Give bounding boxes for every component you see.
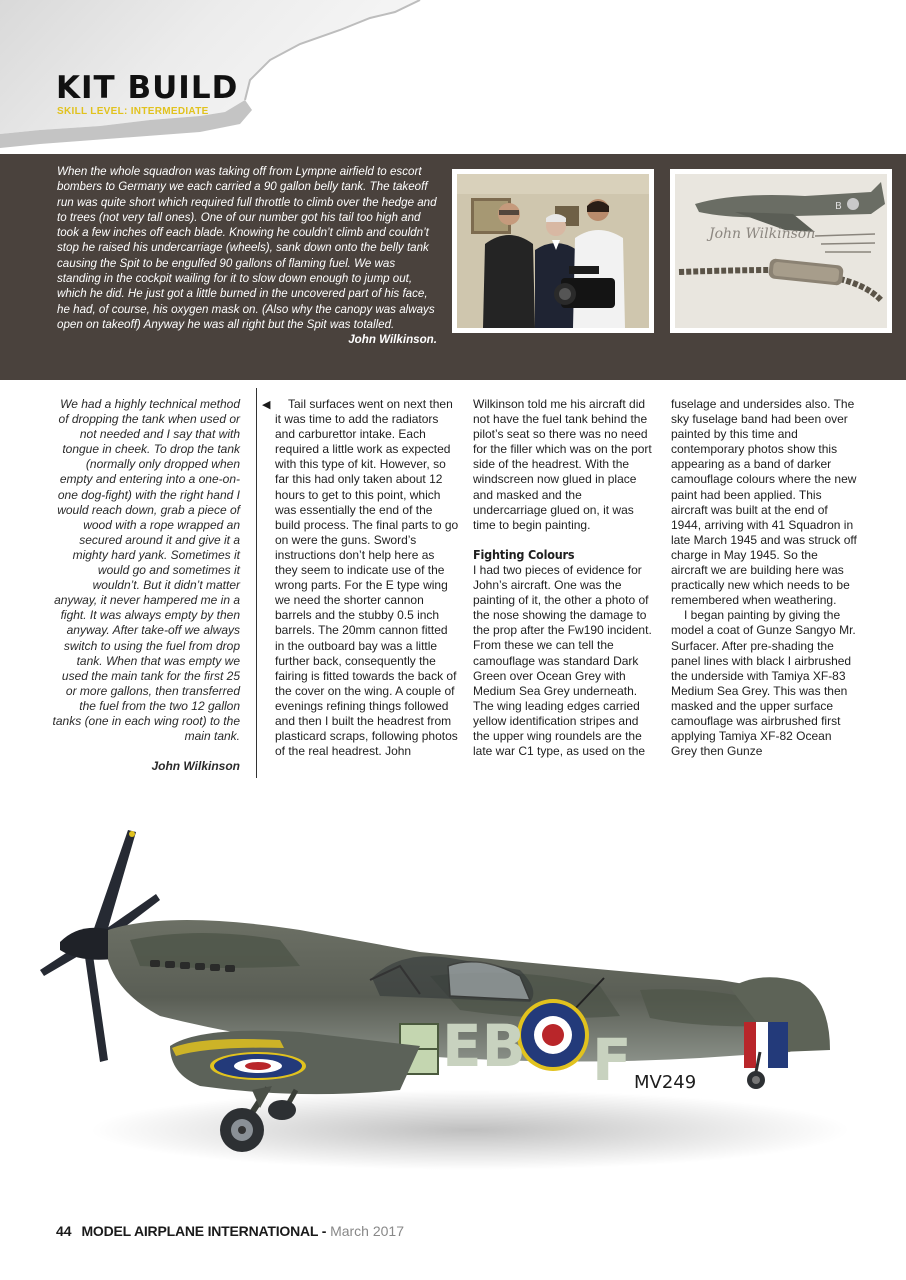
spitfire-model-photo [0, 790, 906, 1220]
painting-signature: John Wilkinson [709, 226, 816, 242]
section-title: KIT BUILD [56, 70, 239, 106]
article-column-2 [473, 397, 655, 759]
column-divider [256, 388, 257, 778]
arrow-marker-icon: ◀ [262, 399, 271, 411]
group-photo-image [457, 174, 649, 328]
aircraft-serial: MV249 [634, 1072, 697, 1093]
issue-date: March 2017 [330, 1223, 404, 1239]
article-paragraph: fuselage and undersides also. The sky fuselage band had been over painted by this time and contemporary photos show this appearing as a band of darker camouflage colours where the new paint had been applied. This aircraft was built at the end of 1944, arriving with 41 Squadron in late March 1945 and was struck off charge in May 1945. So the aircraft we are building here was practically new which needs to be remembered when weathering. [671, 397, 857, 608]
magazine-name: MODEL AIRPLANE INTERNATIONAL - [81, 1223, 327, 1239]
photo-memorabilia [670, 169, 892, 333]
aircraft-letter: F [592, 1026, 632, 1094]
page-footer [56, 1223, 404, 1239]
squadron-code-left: EB [442, 1012, 526, 1080]
photo-pilot-group [452, 169, 654, 333]
page-header [0, 0, 906, 155]
quote-signature: John Wilkinson. [348, 333, 437, 347]
article-column-1 [275, 397, 459, 759]
sidebar-text: We had a highly technical method of dropping the tank when used or not needed and I say that with tongue in cheek. To drop the tank (normally only dropped when empty and entering into a one-on-one dog-fight) with the right hand I would reach down, grab a piece of wood with a rope wrapped an secured around it and give it a mighty hard yank. Sometimes it would go and sometimes it wouldn’t. But it didn’t matter anyway, it never hampered me in a fight. It was always empty by then anyway. After take-off we always switch to using the fuel from drop tank. When that was empty we used the main tank for the first 25 or more gallons, then transferred the fuel from the two 12 gallon tanks (one in each wing root) to the main tank. [52, 397, 240, 744]
page-number: 44 [56, 1223, 72, 1239]
article-paragraph: I had two pieces of evidence for John’s aircraft. One was the painting of it, the other a photo of the nose showing the damage to the prop after the Fw190 incident. From these we can tell the camouflage was standard Dark Green over Ocean Grey with Medium Sea Grey underneath. The wing leading edges carried yellow identification stripes and the upper wing roundels are the late war C1 type, as used on the [473, 562, 652, 759]
article-paragraph: Wilkinson told me his aircraft did not have the fuel tank behind the pilot’s seat so there was no need for the filler which was on the port side of the headrest. With the windscreen now glued in place and masked and the undercarriage glued on, it was time to begin painting. [473, 397, 652, 532]
svg-text:B: B [835, 201, 842, 212]
spitfire-illustration [0, 790, 906, 1220]
sidebar-anecdote [52, 397, 240, 774]
quote-text: When the whole squadron was taking off from Lympne airfield to escort bombers to Germany we each carried a 90 gallon belly tank. The takeoff run was quite short which required full throttle to climb over the hedge and to trees (not very tall ones). One of our number got his tail too high and took a few inches off each blade. Knowing he couldn’t climb and couldn’t stop he raised his undercarriage (wheels), sank down onto the belly tank causing the Spit to be engulfed 90 gallons of flaming fuel. We was standing in the cockpit wailing for it to slow down enough to jump out, which he did. He just got a little burned in the uncovered part of his face, he had, of course, his oxygen mask on. (Also why the canopy was always open on takeoff) Anyway he was all right but the Spit was totalled. [57, 165, 437, 331]
article-paragraph: I began painting by giving the model a coat of Gunze Sangyo Mr. Surfacer. After pre-shading the panel lines with black I airbrushed the underside with Tamiya XF-83 Medium Sea Grey. This was then masked and the upper surface camouflage was airbrushed first applying Tamiya XF-82 Ocean Grey then Gunze [671, 608, 856, 759]
memorabilia-image [675, 174, 887, 328]
article-paragraph: Tail surfaces went on next then it was time to add the radiators and carburettor intake. Each required a little work as expected with this type of kit. However, so far this had only taken about 12 hours to get to this point, which was essentially the end of the build process. The final parts to go on were the guns. Sword’s instructions don’t help here as they seem to indicate use of the wrong parts. For the E type wing we need the shorter cannon barrels and the stubby 0.5 inch barrels. The 20mm cannon fitted in the outboard bay was a little further back, consequently the fairing is fitted towards the back of the cover on the wing. A couple of evenings refining things followed and then I built the headrest from plasticard scraps, following photos of the real headrest. John [275, 397, 459, 759]
pilot-quote [57, 164, 437, 348]
subheading-fighting-colours: Fighting Colours [473, 546, 575, 562]
article-column-3 [671, 397, 857, 759]
skill-level: SKILL LEVEL: INTERMEDIATE [57, 106, 209, 117]
sidebar-signature: John Wilkinson [151, 759, 240, 774]
